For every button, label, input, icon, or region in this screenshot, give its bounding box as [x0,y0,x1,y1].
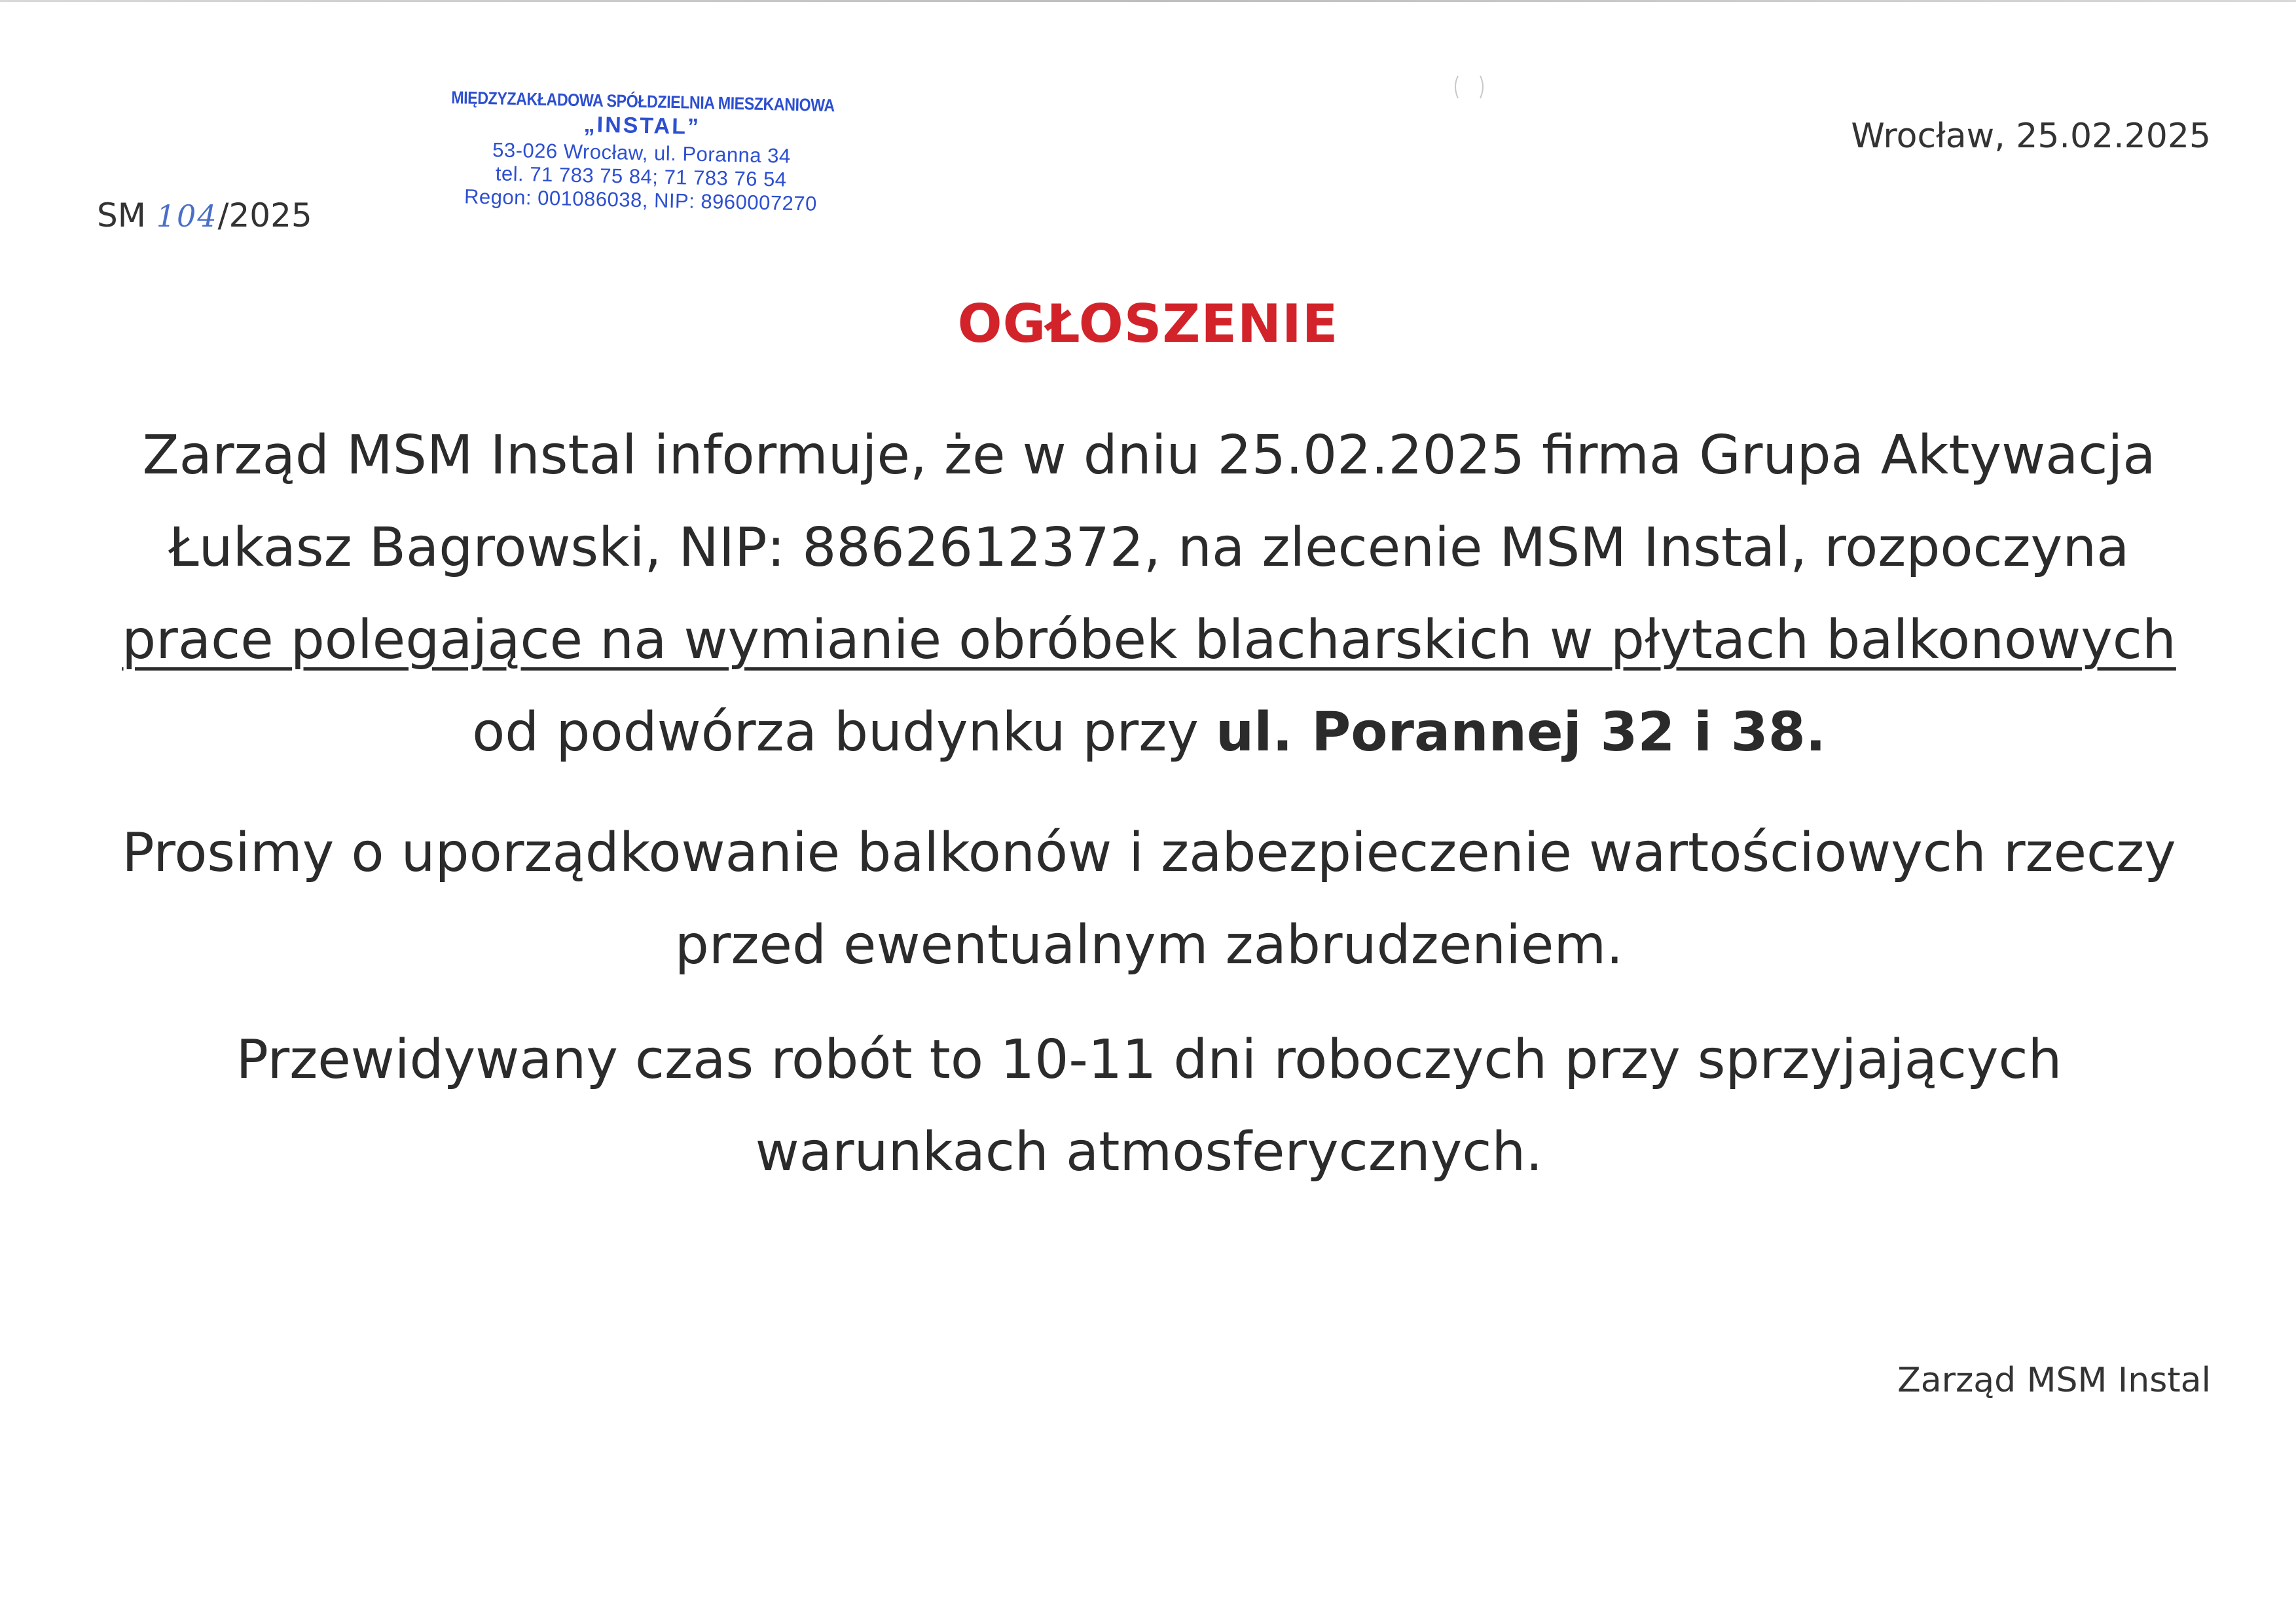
paragraph-1-underlined-work: prace polegające na wymianie obróbek blacharskich w płytach balkonowych [122,609,2176,671]
page-title: OGŁOSZENIE [957,293,1339,354]
cooperative-stamp [418,87,866,217]
reference-handwritten-number: 104 [156,198,218,234]
reference-suffix: /2025 [217,196,312,234]
document-date: Wrocław, 25.02.2025 [1851,117,2211,156]
announcement-paragraph-1 [98,409,2200,779]
stamp-regon-nip: Regon: 001086038, NIP: 8960007270 [464,185,818,215]
stamp-address: 53-026 Wrocław, ul. Poranna 34 [492,138,792,168]
signature: Zarząd MSM Instal [1897,1361,2211,1400]
reference-number [97,196,312,234]
scan-artifact-icon [1444,71,1496,103]
paragraph-1-location-intro: od podwórza budynku przy [472,701,1216,764]
stamp-short-name: „INSTAL” [583,112,701,139]
announcement-paragraph-2: Prosimy o uporządkowanie balkonów i zabezpieczenie wartościowych rzeczy przed ewentualnym zabrudzeniem. [122,822,2176,976]
stamp-phone: tel. 71 783 75 84; 71 783 76 54 [495,162,787,191]
paragraph-1-address: ul. Porannej 32 i 38. [1215,701,1826,764]
reference-prefix: SM [97,196,156,234]
paragraph-1-intro: Zarząd MSM Instal informuje, że w dniu 25.02.2025 firma Grupa Aktywacja Łukasz Bagrowski, NIP: 8862612372, na zlecenie MSM Instal, rozpoczyna [142,424,2156,579]
announcement-paragraph-3: Przewidywany czas robót to 10-11 dni roboczych przy sprzyjających warunkach atmosferycznych. [236,1029,2062,1183]
scan-edge-line [0,0,2296,2]
stamp-name-line: MIĘDZYZAKŁADOWA SPÓŁDZIELNIA MIESZKANIOWA [450,87,835,116]
